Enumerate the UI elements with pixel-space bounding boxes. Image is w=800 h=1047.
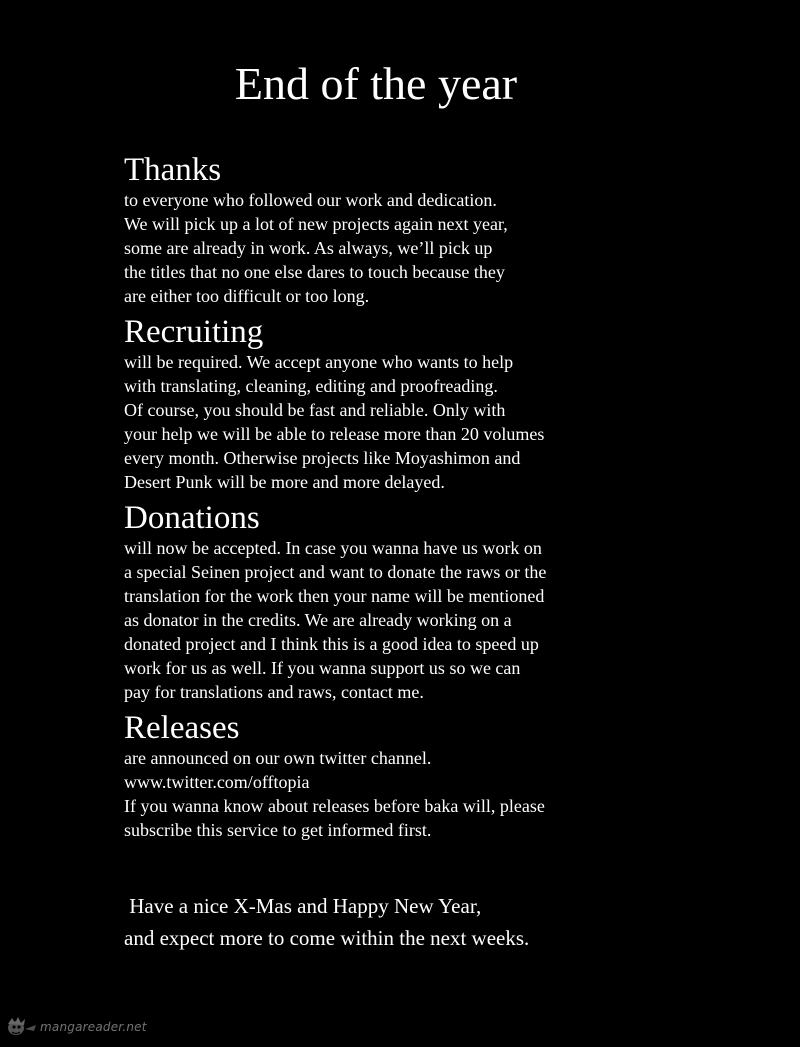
text-line: pay for translations and raws, contact me. xyxy=(124,682,424,702)
text-line: a special Seinen project and want to donate the raws or the xyxy=(124,562,547,582)
text-line: translation for the work then your name will be mentioned xyxy=(124,586,545,606)
section-heading: Thanks xyxy=(124,152,222,188)
section-heading: Recruiting xyxy=(124,314,264,350)
mangareader-logo-icon xyxy=(6,1016,38,1038)
section-heading: Releases xyxy=(124,710,240,746)
page-title: End of the year xyxy=(234,58,518,109)
section-releases xyxy=(124,710,744,842)
text-line: with translating, cleaning, editing and proofreading. xyxy=(124,376,498,396)
announcement-body xyxy=(124,152,744,848)
watermark xyxy=(6,1014,147,1040)
text-line: Of course, you should be fast and reliable. Only with xyxy=(124,400,506,420)
closing-line: Have a nice X-Mas and Happy New Year, xyxy=(124,894,482,918)
text-line: donated project and I think this is a good idea to speed up xyxy=(124,634,539,654)
text-line: will now be accepted. In case you wanna have us work on xyxy=(124,538,542,558)
text-line: will be required. We accept anyone who wants to help xyxy=(124,352,514,372)
text-line: your help we will be able to release more than 20 volumes xyxy=(124,424,545,444)
text-line: If you wanna know about releases before baka will, please xyxy=(124,796,545,816)
closing-line: and expect more to come within the next weeks. xyxy=(124,926,530,950)
text-line: the titles that no one else dares to touch because they xyxy=(124,262,505,282)
closing-message xyxy=(124,890,764,954)
watermark-text: mangareader.net xyxy=(40,1020,147,1034)
section-thanks xyxy=(124,152,744,308)
section-donations xyxy=(124,500,744,704)
text-line: are announced on our own twitter channel. xyxy=(124,748,432,768)
text-line: some are already in work. As always, we’ll pick up xyxy=(124,238,493,258)
text-line: We will pick up a lot of new projects again next year, xyxy=(124,214,508,234)
text-line: to everyone who followed our work and dedication. xyxy=(124,190,497,210)
text-line: work for us as well. If you wanna support us so we can xyxy=(124,658,521,678)
text-line: subscribe this service to get informed first. xyxy=(124,820,432,840)
section-recruiting xyxy=(124,314,744,494)
text-line: every month. Otherwise projects like Moyashimon and xyxy=(124,448,521,468)
text-line: are either too difficult or too long. xyxy=(124,286,370,306)
section-heading: Donations xyxy=(124,500,260,536)
text-line: as donator in the credits. We are already working on a xyxy=(124,610,512,630)
text-line: Desert Punk will be more and more delayed. xyxy=(124,472,445,492)
twitter-url: www.twitter.com/offtopia xyxy=(124,772,310,792)
